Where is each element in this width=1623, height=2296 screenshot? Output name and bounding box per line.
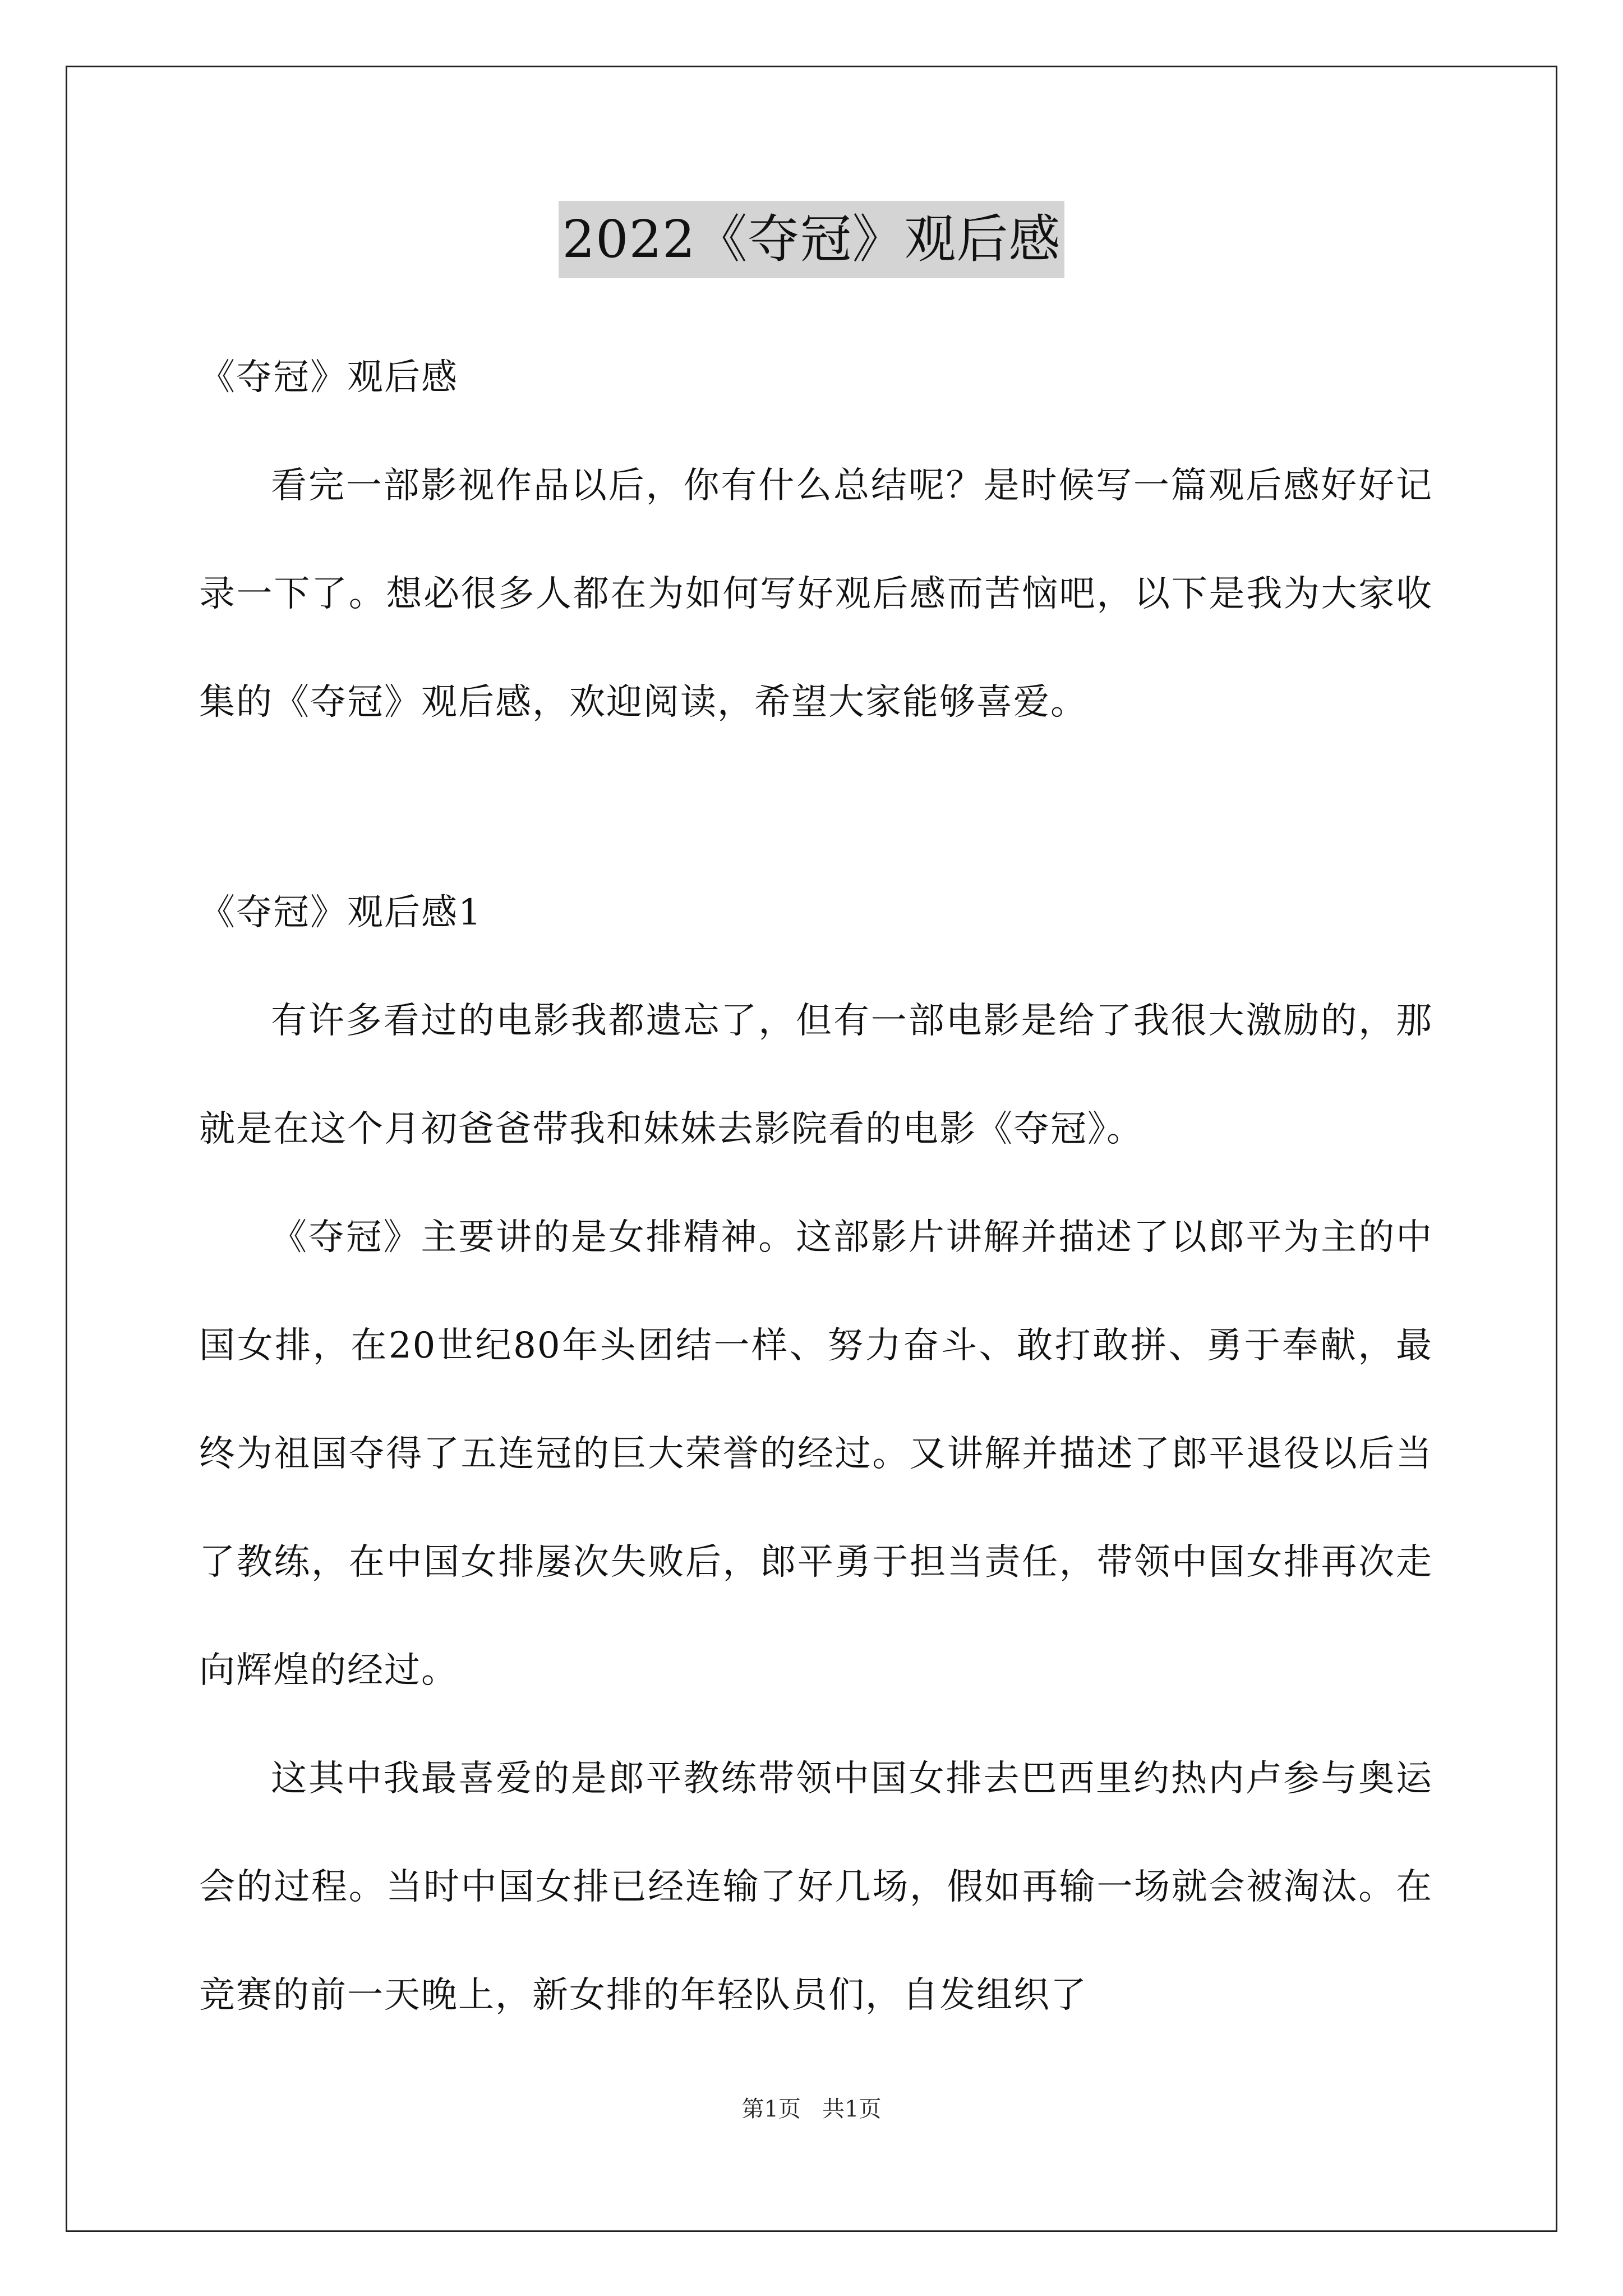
body-paragraph-2: 《夺冠》主要讲的是女排精神。这部影片讲解并描述了以郎平为主的中国女排，在20世纪80年头团结一样、努力奋斗、敢打敢拼、勇于奉献，最终为祖国夺得了五连冠的巨大荣誉的经过。又讲解并描述了郎平退役以后当了教练，在中国女排屡次失败后，郎平勇于担当责任，带领中国女排再次走向辉煌的经过。 (199, 1217, 1433, 1691)
section1-heading-block (199, 886, 1433, 940)
title-container (0, 201, 1623, 278)
section1-heading: 《夺冠》观后感1 (199, 892, 482, 933)
intro-heading: 《夺冠》观后感 (199, 357, 458, 398)
body-paragraph-1: 有许多看过的电影我都遗忘了，但有一部电影是给了我很大激励的，那就是在这个月初爸爸带我和妹妹去影院看的电影《夺冠》。 (199, 1000, 1433, 1150)
page-footer: 第1页 共1页 (741, 2096, 882, 2122)
section1-body (199, 967, 1433, 2050)
document-title: 2022《夺冠》观后感 (559, 201, 1064, 278)
intro-paragraph: 看完一部影视作品以后，你有什么总结呢？是时候写一篇观后感好好记录一下了。想必很多人都在为如何写好观后感而苦恼吧，以下是我为大家收集的《夺冠》观后感，欢迎阅读，希望大家能够喜爱。 (199, 465, 1433, 723)
intro-paragraph-block (199, 432, 1433, 757)
intro-heading-block (199, 351, 1433, 404)
body-paragraph-3: 这其中我最喜爱的是郎平教练带领中国女排去巴西里约热内卢参与奥运会的过程。当时中国女排已经连输了好几场，假如再输一场就会被淘汰。在竞赛的前一天晚上，新女排的年轻队员们，自发组织了 (199, 1758, 1433, 2016)
